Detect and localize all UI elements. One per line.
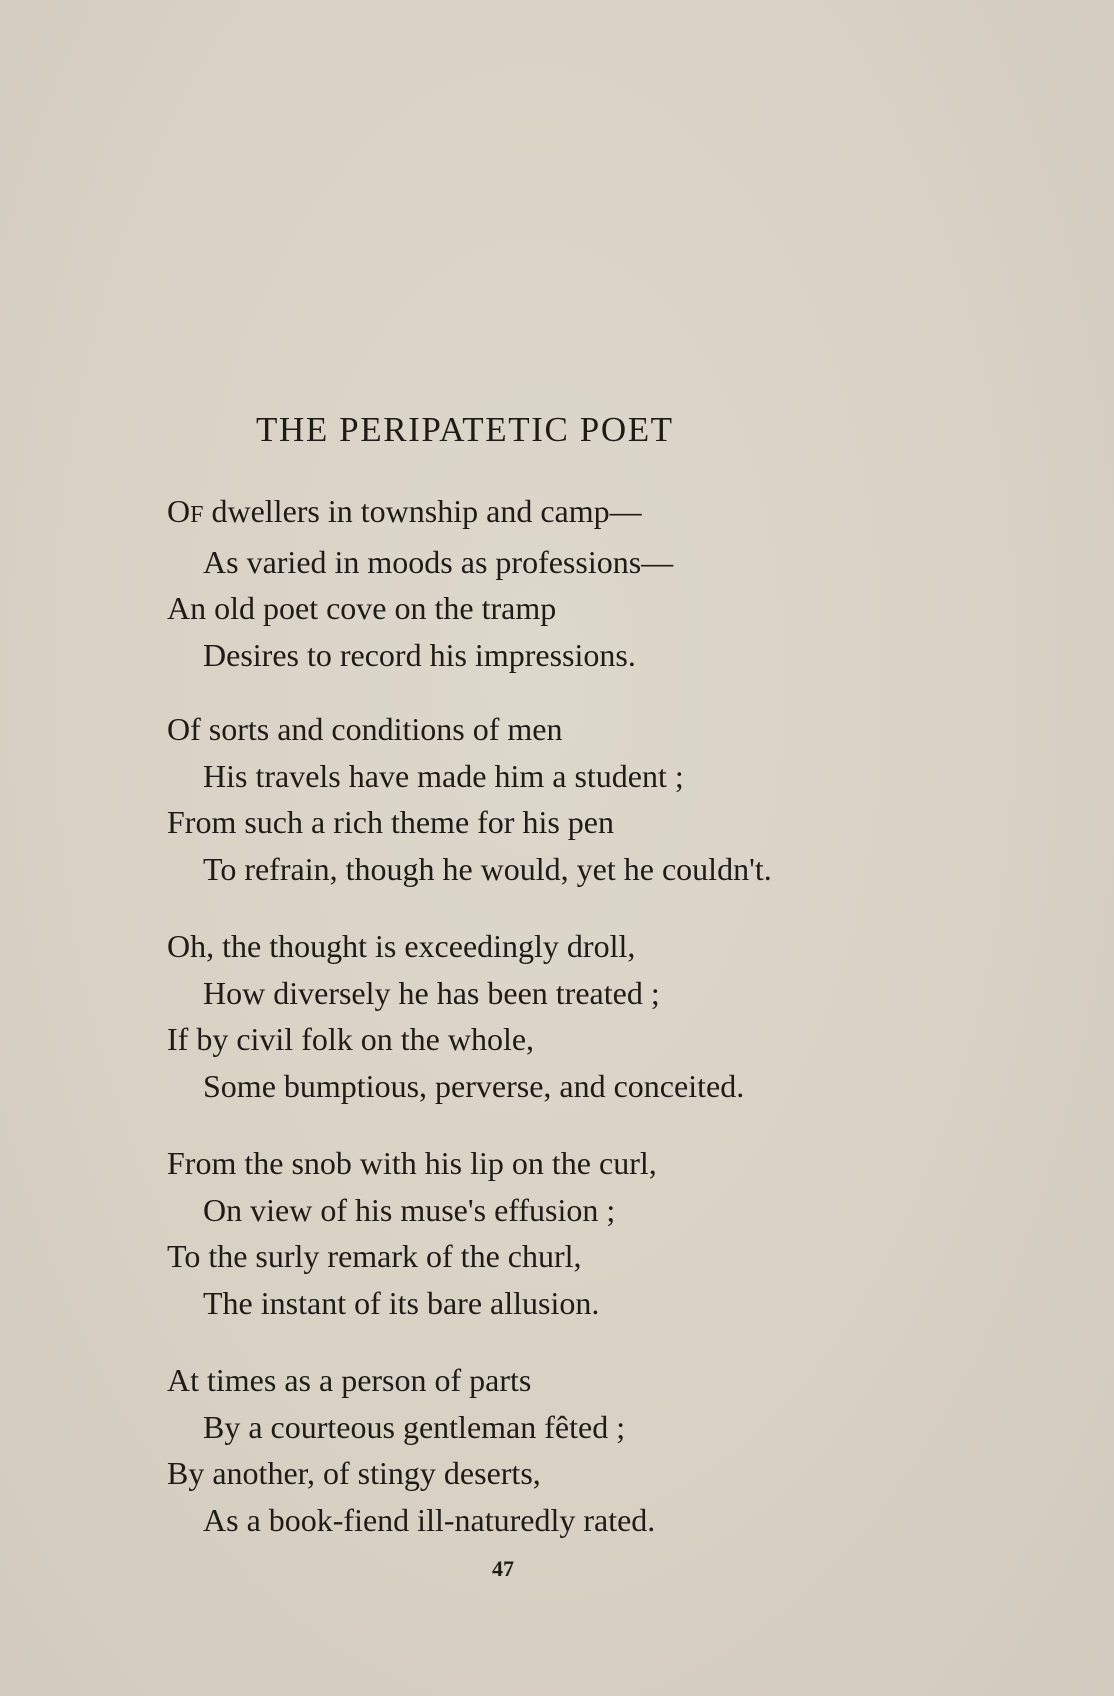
poem-line: By another, of stingy deserts,	[167, 1455, 541, 1491]
poem-line-first	[167, 488, 927, 539]
stanza-3	[167, 923, 927, 1109]
poem-line: An old poet cove on the tramp	[167, 590, 557, 626]
poem-line: Of sorts and conditions of men	[167, 711, 563, 747]
first-letter: O	[167, 493, 191, 529]
poem-line: Oh, the thought is exceedingly droll,	[167, 928, 636, 964]
poem-line: As a book-fiend ill-naturedly rated.	[203, 1501, 656, 1538]
poem-line: To refrain, though he would, yet he couldn't.	[203, 850, 772, 887]
poem-line: His travels have made him a student ;	[203, 757, 684, 794]
poem-line: Desires to record his impressions.	[203, 636, 636, 673]
poem-line: From such a rich theme for his pen	[167, 804, 614, 840]
poem-line: As varied in moods as professions—	[203, 543, 674, 580]
poem-line: From the snob with his lip on the curl,	[167, 1145, 657, 1181]
stanza-1	[167, 488, 927, 678]
first-word-smallcaps: F	[190, 502, 204, 528]
first-line-rest: dwellers in township and camp—	[203, 493, 642, 529]
stanza-5	[167, 1357, 927, 1543]
poem-line: To the surly remark of the churl,	[167, 1238, 582, 1274]
poem-line: At times as a person of parts	[167, 1362, 532, 1398]
page-number: 47	[492, 1556, 514, 1581]
stanza-4	[167, 1140, 927, 1326]
poem-line: The instant of its bare allusion.	[203, 1284, 600, 1321]
poem-line: By a courteous gentleman fêted ;	[203, 1408, 626, 1445]
poem-title: THE PERIPATETIC POET	[256, 410, 674, 449]
poem-line: If by civil folk on the whole,	[167, 1021, 535, 1057]
stanza-2	[167, 706, 927, 892]
poem-line: How diversely he has been treated ;	[203, 974, 660, 1011]
poem-line: Some bumptious, perverse, and conceited.	[203, 1067, 745, 1104]
poem-line: On view of his muse's effusion ;	[203, 1191, 616, 1228]
